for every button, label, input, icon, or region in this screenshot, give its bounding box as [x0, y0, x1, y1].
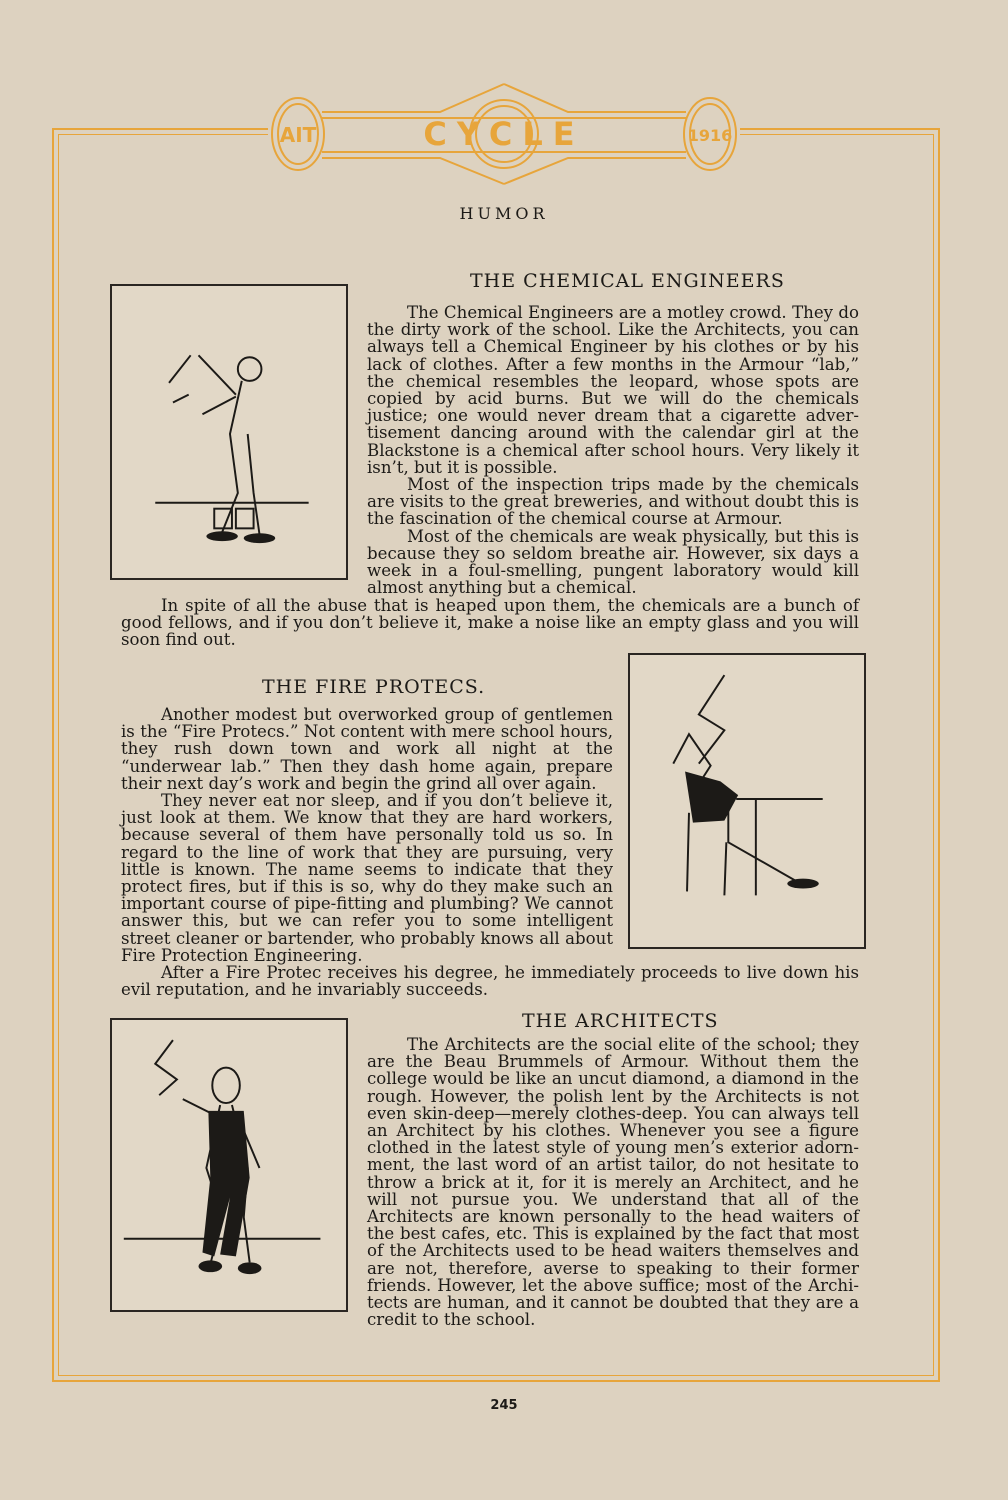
fire-paragraph-2: They never eat nor sleep, and if you don’t believe it, just look at them. We know that they are hard workers, because several of them have personally told us so. In regard to the line of work that they are pursuing, very little is known. The name seems to indicate that they protect fires, but if this is so, why do they make such an important course of pipe-fitting and plumbing? We cannot answer this, but we can refer you to some intelligent street cleaner or bartender, who probably knows all about Fire Protection Engineering.: [121, 791, 613, 965]
fire-protec-illustration: [628, 653, 866, 949]
architects-paragraph-1: The Architects are the social elite of the school; they are the Beau Brummels of Armour. Without them the college would be like an uncut diamond, a diamond in the rough. However, the polish lent by the Architects is not even skin-deep—merely clothes-deep. You can always tell an Architect by his clothes. Whenever you see a figure clothed in the latest style of young men’s exterior adornment, the last word of an artist tailor, do not hesitate to throw a brick at it, for it is merely an Architect, and he will not pursue you. We understand that all of the Architects are known personally to the head waiters of the best cafes, etc. This is explained by the fact that most of the Architects used to be head waiters themselves and are not, therefore, averse to speaking to their former friends. However, let the above suffice; most of the Architects are human, and it cannot be doubted that they are a credit to the school.: [367, 1035, 859, 1330]
chemical-paragraph-4: In spite of all the abuse that is heaped upon them, the chemicals are a bunch of good fellows, and if you don’t believe it, make a noise like an empty glass and you will soon find out.: [121, 596, 859, 650]
section-heading: HUMOR: [459, 204, 549, 223]
emblem-year: 1916: [687, 126, 733, 145]
chemist-illustration: [110, 284, 348, 580]
fire-title: THE FIRE PROTECS.: [262, 676, 486, 698]
fire-paragraph-3: After a Fire Protec receives his degree, he immediately proceeds to live down his evil reputation, and he invariably succeeds.: [121, 963, 859, 1000]
architect-illustration: [110, 1018, 348, 1312]
emblem-left-letters: AIT: [279, 123, 317, 147]
cycle-header-emblem: [268, 78, 740, 190]
chemical-paragraph-3: Most of the chemicals are weak physically, but this is because they so seldom breathe air. However, six days a week in a foul-smelling, pungent laboratory would kill almost anything but a chemical.: [367, 526, 859, 598]
architects-title: THE ARCHITECTS: [522, 1010, 719, 1032]
fire-paragraph-1: Another modest but overworked group of gentlemen is the “Fire Protecs.” Not content with mere school hours, they rush down town and work all night at the “underwear lab.” Then they dash home again, prepare their next day’s work and begin the grind all over again.: [121, 705, 613, 793]
chemical-paragraph-1: The Chemical Engineers are a motley crowd. They do the dirty work of the school. Like the Architects, you can always tell a Chemical Engineer by his clothes or by his lack of clothes. After a few months in the Armour “lab,” the chemical resembles the leopard, whose spots are copied by acid burns. But we will do the chemicals justice; one would never dream that a cigarette advertisement dancing around with the calendar girl at the Blackstone is a chemical after school hours. Very likely it isn’t, but it is possible.: [367, 303, 859, 477]
emblem-title: CYCLE: [423, 115, 585, 153]
chemical-paragraph-2: Most of the inspection trips made by the chemicals are visits to the great breweries, and without doubt this is the fascination of the chemical course at Armour.: [367, 475, 859, 529]
page-number: 245: [490, 1398, 518, 1413]
chemical-title: THE CHEMICAL ENGINEERS: [470, 270, 785, 292]
